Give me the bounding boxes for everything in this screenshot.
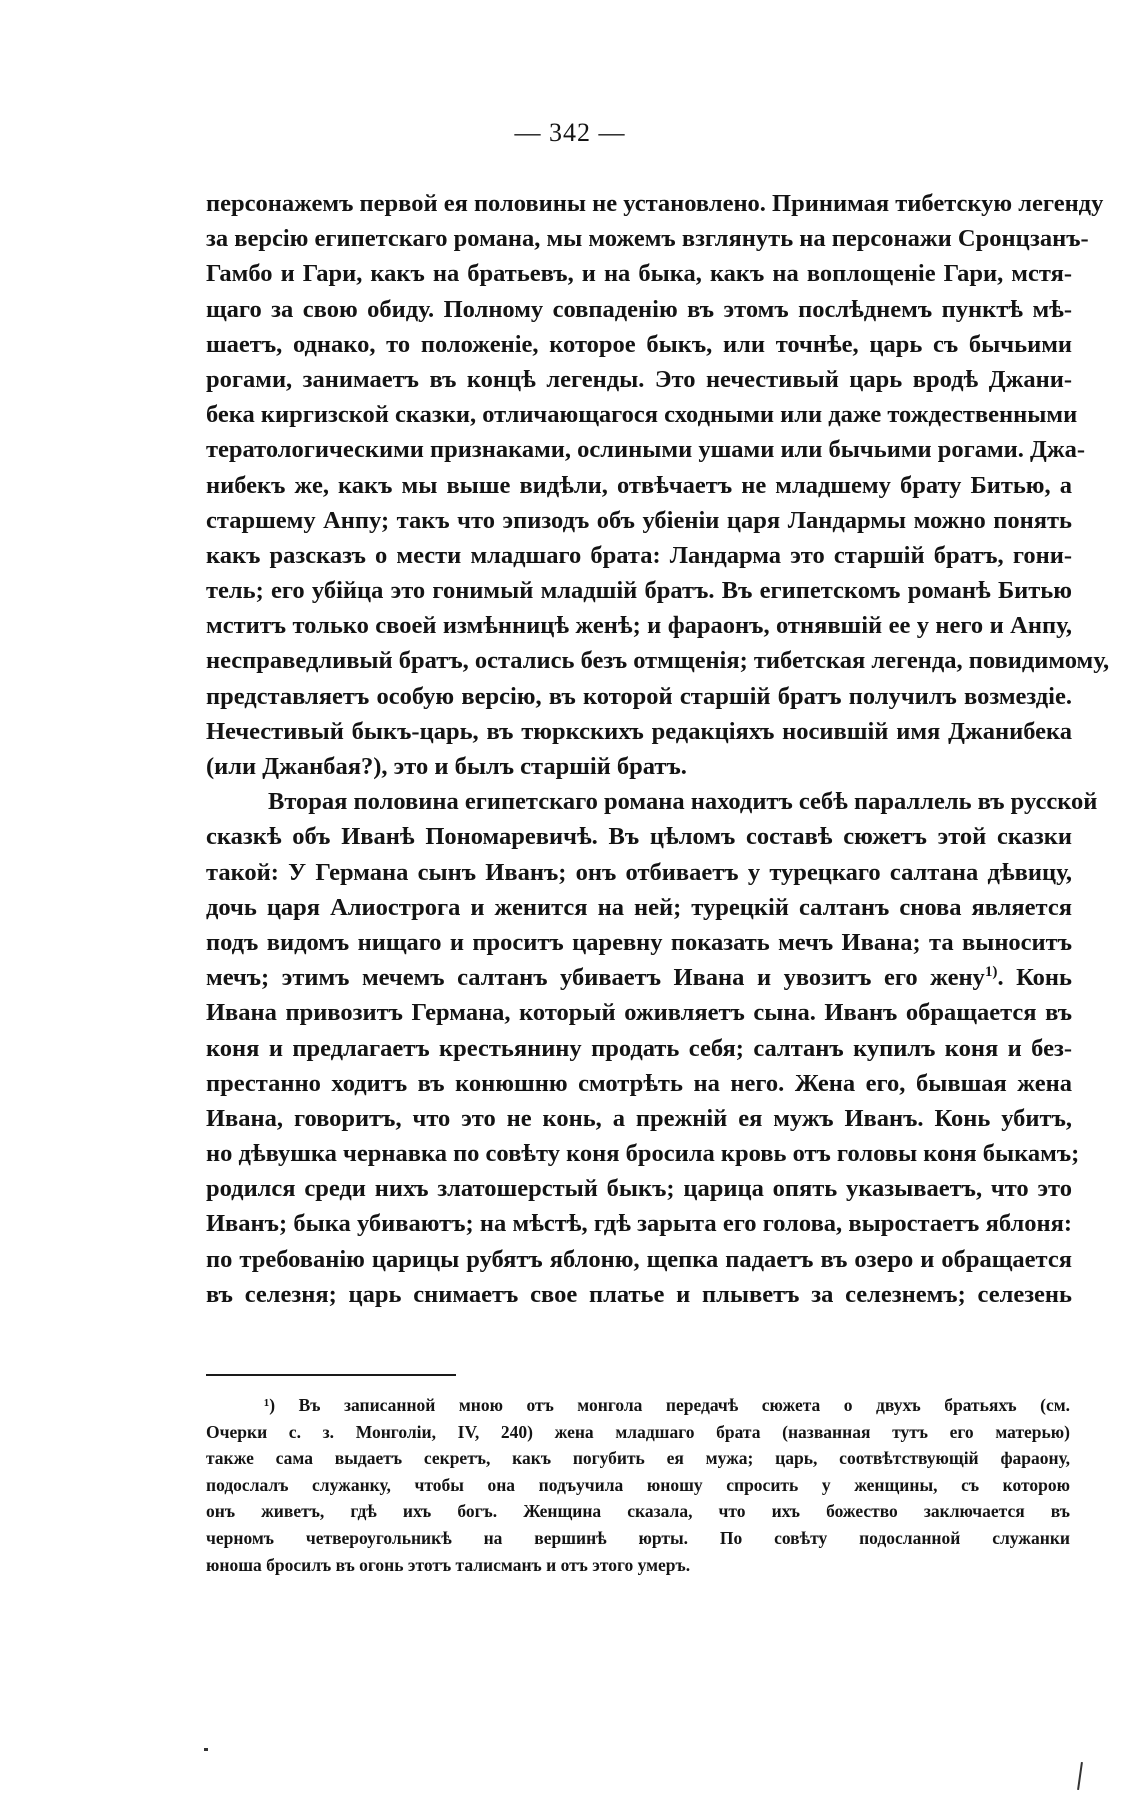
text-line: Нечестивый быкъ-царь, въ тюркскихъ редакціяхъ носившій имя Джанибека xyxy=(206,717,1072,745)
footnote-divider xyxy=(206,1374,456,1376)
text-line: такой: У Германа сынъ Иванъ; онъ отбиваетъ у турецкаго салтана дѣвицу, xyxy=(206,858,1072,886)
text-line: тератологическими признаками, ослиными ушами или бычьими рогами. Джа- xyxy=(206,436,1086,464)
text-line: старшему Анпу; такъ что эпизодъ объ убіеніи царя Ландармы можно понять xyxy=(206,506,1072,534)
footnote-line: подослалъ служанку, чтобы она подъучила юношу спросить у женщины, съ которою xyxy=(206,1474,1070,1495)
footnote-line: черномъ четвероугольникѣ на вершинѣ юрты. По совѣту подосланной служанки xyxy=(206,1527,1070,1548)
footnote xyxy=(206,1392,1070,1578)
text-line: въ селезня; царь снимаетъ свое платье и плыветъ за селезнемъ; селезень xyxy=(206,1280,1072,1308)
text-line: сказкѣ объ Иванѣ Пономаревичѣ. Въ цѣломъ составѣ сюжетъ этой сказки xyxy=(206,823,1072,851)
text-line: подъ видомъ нищаго и проситъ царевну показать мечъ Ивана; та выноситъ xyxy=(206,928,1072,956)
footnote-line xyxy=(206,1392,1070,1419)
text-line: бека киргизской сказки, отличающагося сходными или даже тождественными xyxy=(206,401,1078,429)
text-line: родился среди нихъ златошерстый быкъ; царица опять указываетъ, что это xyxy=(206,1175,1072,1203)
text-line-with-footnote: мечъ; этимъ мечемъ салтанъ убиваетъ Ивана и увозитъ его жену$^{1)}$. Конь xyxy=(206,962,1072,992)
text-line: персонажемъ первой ея половины не установлено. Принимая тибетскую легенду xyxy=(206,190,1104,217)
text-line: тель; его убійца это гонимый младшій братъ. Въ египетскомъ романѣ Битью xyxy=(206,577,1072,605)
text-line: шаетъ, однако, то положеніе, которое быкъ, или точнѣе, царь съ бычьими xyxy=(206,330,1072,358)
text-line: коня и предлагаетъ крестьянину продать себя; салтанъ купилъ коня и без- xyxy=(206,1034,1072,1062)
text-line: за версію египетскаго романа, мы можемъ взглянуть на персонажи Сронцзанъ- xyxy=(206,225,1089,253)
paragraph-end-line: (или Джанбая?), это и былъ старшій братъ. xyxy=(206,753,687,780)
footnote-line: также сама выдаетъ секретъ, какъ погубить ея мужа; царь, соотвѣтствующій фараону, xyxy=(206,1448,1070,1469)
text-line: щаго за свою обиду. Полному совпаденію въ этомъ послѣднемъ пунктѣ мѣ- xyxy=(206,295,1072,323)
text-segment: мечъ; этимъ мечемъ салтанъ убиваетъ Ивана и увозитъ его жену xyxy=(206,964,985,992)
footnote-line: онъ живетъ, гдѣ ихъ богъ. Женщина сказала, что ихъ божество заключается въ xyxy=(206,1501,1070,1522)
text-line: Ивана, говоритъ, что это не конь, а прежній ея мужъ Иванъ. Конь убитъ, xyxy=(206,1104,1072,1132)
text-line: Гамбо и Гари, какъ на братьевъ, и на быка, какъ на воплощеніе Гари, мстя- xyxy=(206,260,1072,288)
text-line: нибекъ же, какъ мы выше видѣли, отвѣчаетъ не младшему брату Битью, а xyxy=(206,471,1072,499)
scan-mark xyxy=(1077,1762,1083,1790)
paragraph-start-line: Вторая половина египетскаго романа находитъ себѣ параллель въ русской xyxy=(268,788,1098,816)
text-line: несправедливый братъ, остались безъ отмщенія; тибетская легенда, повидимому, xyxy=(206,647,1110,675)
footnote-line: юноша бросилъ въ огонь этотъ талисманъ и отъ этого умеръ. xyxy=(206,1554,691,1575)
text-line: рогами, занимаетъ въ концѣ легенды. Это нечестивый царь вродѣ Джани- xyxy=(206,365,1072,393)
text-line: дочь царя Алиострога и женится на ней; турецкій салтанъ снова является xyxy=(206,893,1072,921)
footnote-reference: 1) xyxy=(984,962,998,980)
text-line: представляетъ особую версію, въ которой старшій братъ получилъ возмездіе. xyxy=(206,682,1072,710)
scan-speck xyxy=(204,1748,208,1751)
footnote-text: Въ записанной мною отъ монгола передачѣ сюжета о двухъ братьяхъ (см. xyxy=(298,1395,1071,1415)
main-text xyxy=(206,186,1110,1312)
text-line: престанно ходитъ въ конюшню смотрѣть на него. Жена его, бывшая жена xyxy=(206,1069,1072,1097)
text-line: мститъ только своей измѣнницѣ женѣ; и фараонъ, отнявшій ее у него и Анпу, xyxy=(206,612,1072,640)
page-number: — 342 — xyxy=(514,118,626,147)
footnote-marker: ¹) xyxy=(264,1395,276,1415)
text-line: Ивана привозитъ Германа, который оживляетъ сына. Иванъ обращается въ xyxy=(206,999,1072,1027)
text-line: по требованію царицы рубятъ яблоню, щепка падаетъ въ озеро и обращается xyxy=(206,1245,1072,1273)
text-line: какъ разсказъ о мести младшаго брата: Ландарма это старшій братъ, гони- xyxy=(206,541,1072,569)
text-line: Иванъ; быка убиваютъ; на мѣстѣ, гдѣ зарыта его голова, выростаетъ яблоня: xyxy=(206,1210,1072,1238)
footnote-line: Очерки с. з. Монголіи, IV, 240) жена младшаго брата (названная тутъ его матерью) xyxy=(206,1421,1070,1442)
text-segment: Конь xyxy=(1016,964,1072,992)
text-line: но дѣвушка чернавка по совѣту коня бросила кровь отъ головы коня быкамъ; xyxy=(206,1140,1080,1168)
